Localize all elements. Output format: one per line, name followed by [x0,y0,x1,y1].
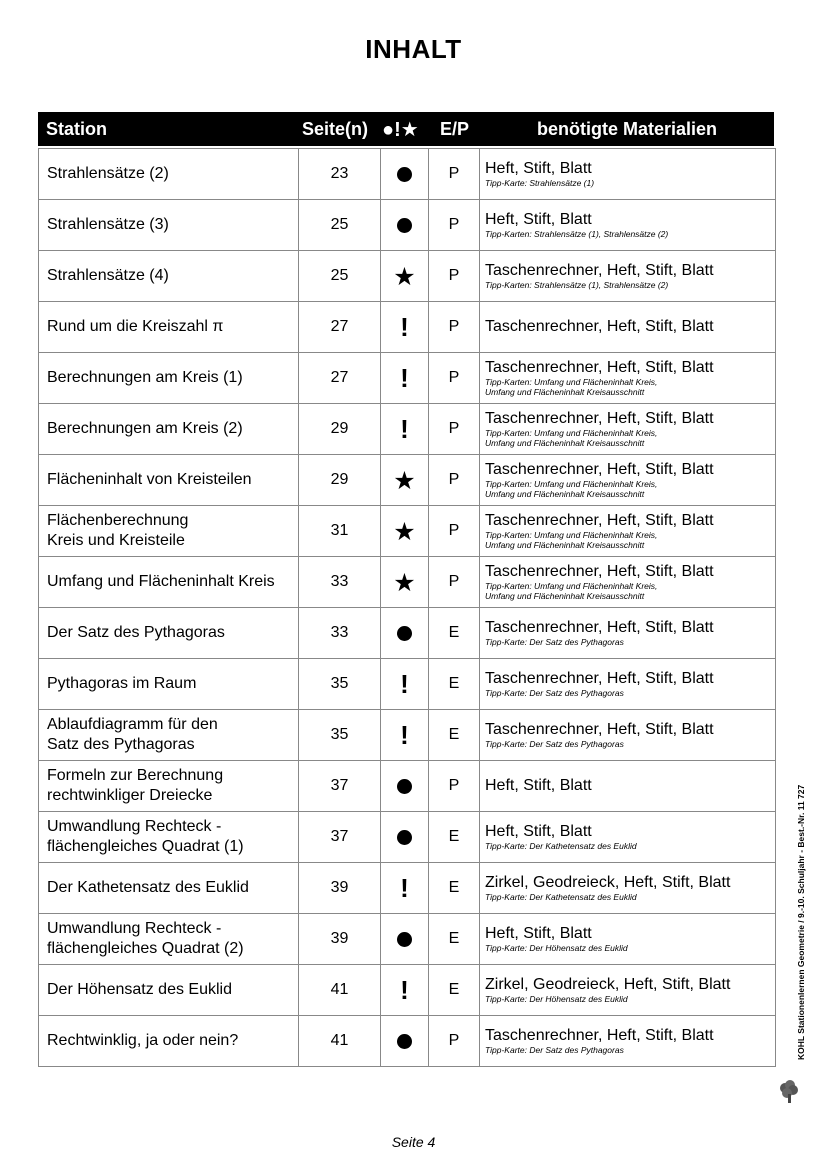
dot-icon [397,626,412,641]
materials-text: Taschenrechner, Heft, Stift, Blatt [485,511,714,529]
station-name: Berechnungen am Kreis (1) [47,369,243,386]
tip-card-note: Tipp-Karten: Umfang und Flächeninhalt Kreis, [485,478,658,489]
ep-cell: E [429,608,480,658]
materials-text: Heft, Stift, Blatt [485,822,592,840]
table-row [39,148,775,199]
station-cell [39,404,299,454]
materials-text: Taschenrechner, Heft, Stift, Blatt [485,358,714,376]
table-row [39,250,775,301]
materials-cell [480,302,775,352]
ep-cell: E [429,710,480,760]
tip-card-note: Tipp-Karte: Der Kathetensatz des Euklid [485,891,637,902]
dot-icon [397,830,412,845]
materials-cell [480,251,775,301]
exclamation-icon: ! [400,363,409,393]
station-cell [39,863,299,913]
materials-cell [480,506,775,556]
materials-cell [480,404,775,454]
ep-cell: P [429,455,480,505]
materials-text: Heft, Stift, Blatt [485,924,592,942]
station-name: Ablaufdiagramm für den [47,716,218,733]
tip-card-note: Tipp-Karte: Der Satz des Pythagoras [485,687,624,698]
station-name: Strahlensätze (4) [47,267,169,284]
publisher-side-text: KOHL Stationenlernen Geometrie / 9.-10. Schuljahr - Best.-Nr. 11 727 [796,784,806,1060]
materials-cell [480,557,775,607]
header-ep: E/P [440,119,470,139]
materials-text: Taschenrechner, Heft, Stift, Blatt [485,460,714,478]
station-cell [39,149,299,199]
star-icon: ★ [393,516,416,546]
station-cell [39,302,299,352]
star-icon: ★ [393,261,416,291]
materials-cell [480,965,775,1015]
station-name: rechtwinkliger Dreiecke [47,787,213,804]
page-cell: 31 [299,506,381,556]
table-row [39,811,775,862]
exclamation-icon: ! [400,720,409,750]
ep-cell: P [429,1016,480,1066]
difficulty-cell [381,353,429,403]
ep-cell: P [429,149,480,199]
tip-card-note: Tipp-Karten: Umfang und Flächeninhalt Kreis, [485,376,658,387]
table-row [39,301,775,352]
table-row [39,607,775,658]
station-name: Rund um die Kreiszahl π [47,318,224,335]
difficulty-cell [381,149,429,199]
table-row [39,556,775,607]
difficulty-cell [381,965,429,1015]
table-row [39,862,775,913]
materials-text: Heft, Stift, Blatt [485,210,592,228]
difficulty-cell [381,557,429,607]
difficulty-cell [381,1016,429,1066]
dot-icon [397,167,412,182]
station-name: Satz des Pythagoras [47,736,195,753]
station-name: Umfang und Flächeninhalt Kreis [47,573,275,590]
tip-card-note: Tipp-Karten: Strahlensätze (1), Strahlensätze (2) [485,228,669,239]
table-row [39,1015,775,1067]
tip-card-note: Umfang und Flächeninhalt Kreisausschnitt [485,540,645,550]
page-cell: 27 [299,353,381,403]
star-icon: ★ [393,567,416,597]
station-name: Umwandlung Rechteck - [47,920,222,937]
tip-card-note: Umfang und Flächeninhalt Kreisausschnitt [485,591,645,601]
difficulty-cell [381,710,429,760]
station-cell [39,965,299,1015]
ep-cell: E [429,914,480,964]
station-cell [39,455,299,505]
station-name: Strahlensätze (3) [47,216,169,233]
tip-card-note: Tipp-Karten: Strahlensätze (1), Strahlensätze (2) [485,279,669,290]
page-cell: 23 [299,149,381,199]
materials-cell [480,761,775,811]
materials-text: Taschenrechner, Heft, Stift, Blatt [485,720,714,738]
ep-cell: E [429,965,480,1015]
page-cell: 25 [299,200,381,250]
materials-text: Zirkel, Geodreieck, Heft, Stift, Blatt [485,873,731,891]
dot-icon [397,218,412,233]
tip-card-note: Tipp-Karte: Strahlensätze (1) [485,177,595,188]
difficulty-cell [381,251,429,301]
table-row [39,454,775,505]
ep-cell: P [429,251,480,301]
page-title: INHALT [365,34,462,64]
materials-text: Taschenrechner, Heft, Stift, Blatt [485,618,714,636]
station-cell [39,506,299,556]
exclamation-icon: ! [400,873,409,903]
table-row [39,505,775,556]
table-row [39,709,775,760]
materials-text: Taschenrechner, Heft, Stift, Blatt [485,409,714,427]
station-cell [39,914,299,964]
station-name: Formeln zur Berechnung [47,767,224,784]
tip-card-note: Tipp-Karte: Der Kathetensatz des Euklid [485,840,637,851]
station-name: Berechnungen am Kreis (2) [47,420,243,437]
table-header [38,112,774,146]
exclamation-icon: ! [400,414,409,444]
table-row [39,913,775,964]
tip-card-note: Tipp-Karte: Der Höhensatz des Euklid [485,942,628,953]
ep-cell: P [429,557,480,607]
tip-card-note: Umfang und Flächeninhalt Kreisausschnitt [485,387,645,397]
difficulty-cell [381,455,429,505]
table-row [39,964,775,1015]
page-cell: 33 [299,557,381,607]
difficulty-cell [381,659,429,709]
materials-text: Taschenrechner, Heft, Stift, Blatt [485,1026,714,1044]
tip-card-note: Tipp-Karte: Der Satz des Pythagoras [485,738,624,749]
station-cell [39,710,299,760]
materials-cell [480,710,775,760]
difficulty-cell [381,506,429,556]
station-name: Strahlensätze (2) [47,165,169,182]
table-row [39,199,775,250]
page-cell: 37 [299,812,381,862]
table-row [39,403,775,454]
materials-cell [480,353,775,403]
exclamation-icon: ! [400,669,409,699]
tip-card-note: Tipp-Karten: Umfang und Flächeninhalt Kreis, [485,580,658,591]
page-cell: 35 [299,710,381,760]
table-row [39,760,775,811]
page-cell: 27 [299,302,381,352]
ep-cell: E [429,812,480,862]
materials-cell [480,863,775,913]
difficulty-cell [381,863,429,913]
exclamation-icon: ! [400,975,409,1005]
difficulty-cell [381,200,429,250]
dot-icon [397,1034,412,1049]
station-cell [39,608,299,658]
station-name: Flächenberechnung [47,512,189,529]
contents-table [38,112,774,1055]
ep-cell: P [429,761,480,811]
difficulty-cell [381,761,429,811]
tip-card-note: Tipp-Karten: Umfang und Flächeninhalt Kreis, [485,427,658,438]
station-name: Kreis und Kreisteile [47,532,185,549]
materials-text: Heft, Stift, Blatt [485,159,592,177]
station-name: Der Kathetensatz des Euklid [47,879,249,896]
station-name: Der Höhensatz des Euklid [47,981,232,998]
difficulty-cell [381,302,429,352]
ep-cell: P [429,200,480,250]
header-station: Station [46,119,107,139]
page-cell: 41 [299,1016,381,1066]
station-cell [39,557,299,607]
page-cell: 25 [299,251,381,301]
ep-cell: P [429,353,480,403]
table-body [38,148,776,1067]
table-row [39,352,775,403]
tip-card-note: Umfang und Flächeninhalt Kreisausschnitt [485,489,645,499]
page-cell: 37 [299,761,381,811]
station-name: Der Satz des Pythagoras [47,624,225,641]
materials-text: Taschenrechner, Heft, Stift, Blatt [485,669,714,687]
station-cell [39,812,299,862]
station-cell [39,659,299,709]
materials-text: Taschenrechner, Heft, Stift, Blatt [485,562,714,580]
materials-text: Taschenrechner, Heft, Stift, Blatt [485,318,714,335]
page-cell: 35 [299,659,381,709]
ep-cell: P [429,404,480,454]
materials-cell [480,200,775,250]
tip-card-note: Tipp-Karte: Der Satz des Pythagoras [485,636,624,647]
page-cell: 41 [299,965,381,1015]
header-materialien: benötigte Materialien [536,119,718,139]
header-seite: Seite(n) [302,119,369,139]
publisher-logo-icon [776,1078,802,1104]
difficulty-cell [381,404,429,454]
dot-icon [397,932,412,947]
materials-text: Zirkel, Geodreieck, Heft, Stift, Blatt [485,975,731,993]
materials-cell [480,608,775,658]
station-cell [39,200,299,250]
page-number: Seite 4 [391,1134,436,1150]
station-name: Umwandlung Rechteck - [47,818,222,835]
station-name: Flächeninhalt von Kreisteilen [47,471,252,488]
station-cell [39,761,299,811]
page-cell: 33 [299,608,381,658]
dot-icon [397,779,412,794]
station-cell [39,251,299,301]
materials-cell [480,812,775,862]
materials-cell [480,149,775,199]
ep-cell: P [429,302,480,352]
materials-cell [480,914,775,964]
materials-text: Heft, Stift, Blatt [485,777,592,794]
page-cell: 29 [299,404,381,454]
star-icon: ★ [393,465,416,495]
exclamation-icon: ! [400,312,409,342]
materials-cell [480,455,775,505]
station-name: flächengleiches Quadrat (1) [47,838,244,855]
tip-card-note: Umfang und Flächeninhalt Kreisausschnitt [485,438,645,448]
tip-card-note: Tipp-Karte: Der Satz des Pythagoras [485,1044,624,1055]
header-symbols: ●!★ [382,119,419,141]
materials-cell [480,659,775,709]
ep-cell: P [429,506,480,556]
materials-cell [480,1016,775,1066]
materials-text: Taschenrechner, Heft, Stift, Blatt [485,261,714,279]
page-cell: 39 [299,914,381,964]
station-name: Rechtwinklig, ja oder nein? [47,1032,239,1049]
station-name: Pythagoras im Raum [47,675,197,692]
station-cell [39,1016,299,1066]
page-cell: 39 [299,863,381,913]
difficulty-cell [381,812,429,862]
station-name: flächengleiches Quadrat (2) [47,940,244,957]
ep-cell: E [429,659,480,709]
tip-card-note: Tipp-Karten: Umfang und Flächeninhalt Kreis, [485,529,658,540]
difficulty-cell [381,914,429,964]
station-cell [39,353,299,403]
page-cell: 29 [299,455,381,505]
difficulty-cell [381,608,429,658]
tip-card-note: Tipp-Karte: Der Höhensatz des Euklid [485,993,628,1004]
table-row [39,658,775,709]
ep-cell: E [429,863,480,913]
